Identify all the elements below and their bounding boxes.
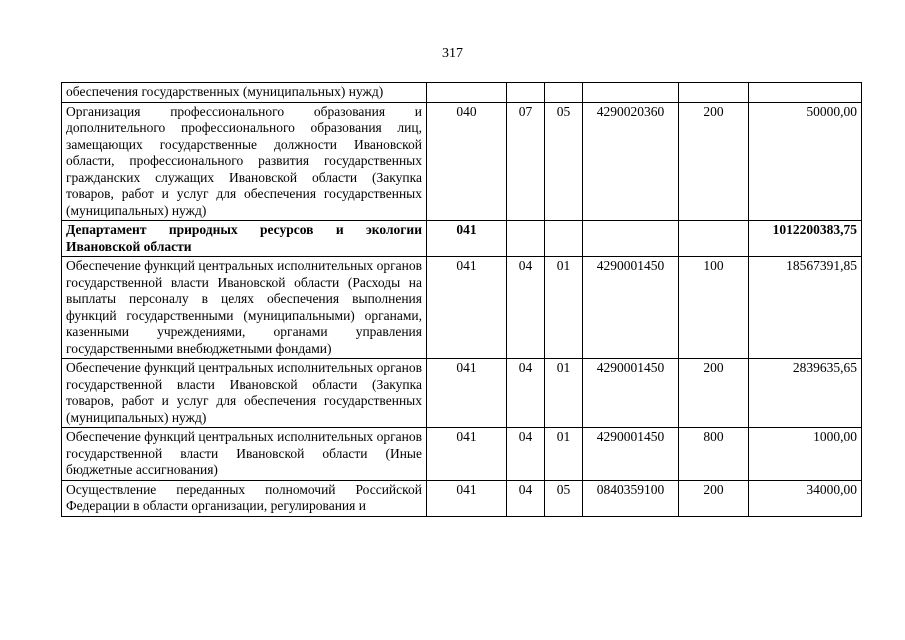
- cell-pr: 05: [545, 102, 583, 221]
- cell-rz: [507, 221, 545, 257]
- cell-name: Обеспечение функций центральных исполнительных органов государственной власти Ивановской области (Закупка товаров, работ и услуг для обеспечения государственных (муниципальных) нужд): [62, 359, 427, 428]
- table-row: [62, 480, 862, 516]
- cell-pr: 05: [545, 480, 583, 516]
- cell-pr: 01: [545, 257, 583, 359]
- cell-name: обеспечения государственных (муниципальных) нужд): [62, 83, 427, 103]
- cell-csr: 4290020360: [583, 102, 679, 221]
- table-row-department: [62, 221, 862, 257]
- cell-pr: 01: [545, 428, 583, 481]
- cell-rz: 04: [507, 359, 545, 428]
- cell-vr: 200: [679, 359, 749, 428]
- cell-pr: [545, 221, 583, 257]
- cell-name: Организация профессионального образования и дополнительного профессионального образования лиц, замещающих государственные должности Ивановской области, профессионального развития государственных гражданских служащих Ивановской области (Закупка товаров, работ и услуг для обеспечения государственных (муниципальных) нужд): [62, 102, 427, 221]
- cell-rz: [507, 83, 545, 103]
- cell-rz: 04: [507, 480, 545, 516]
- cell-name: Обеспечение функций центральных исполнительных органов государственной власти Ивановской области (Расходы на выплаты персоналу в целях обеспечения выполнения функций государственными (муниципальными) органами, казенными учреждениями, органами управления государственными внебюджетными фондами): [62, 257, 427, 359]
- cell-pr: [545, 83, 583, 103]
- cell-rz: 04: [507, 257, 545, 359]
- cell-vr: [679, 221, 749, 257]
- cell-vr: 100: [679, 257, 749, 359]
- page-number: 317: [442, 46, 463, 61]
- cell-csr: 4290001450: [583, 257, 679, 359]
- cell-vr: 800: [679, 428, 749, 481]
- table-row: [62, 428, 862, 481]
- cell-csr: [583, 83, 679, 103]
- budget-table: [61, 82, 862, 517]
- cell-name: Департамент природных ресурсов и экологии Ивановской области: [62, 221, 427, 257]
- cell-ved: 041: [427, 480, 507, 516]
- cell-csr: 4290001450: [583, 428, 679, 481]
- cell-csr: 0840359100: [583, 480, 679, 516]
- cell-ved: 041: [427, 359, 507, 428]
- cell-ved: [427, 83, 507, 103]
- cell-name: Обеспечение функций центральных исполнительных органов государственной власти Ивановской области (Иные бюджетные ассигнования): [62, 428, 427, 481]
- cell-sum: 34000,00: [749, 480, 862, 516]
- table-row: [62, 102, 862, 221]
- cell-sum: 1012200383,75: [749, 221, 862, 257]
- cell-pr: 01: [545, 359, 583, 428]
- cell-ved: 041: [427, 428, 507, 481]
- cell-ved: 041: [427, 221, 507, 257]
- cell-csr: 4290001450: [583, 359, 679, 428]
- table-row: [62, 83, 862, 103]
- cell-name: Осуществление переданных полномочий Российской Федерации в области организации, регулирования и: [62, 480, 427, 516]
- cell-sum: 1000,00: [749, 428, 862, 481]
- cell-ved: 040: [427, 102, 507, 221]
- cell-sum: 18567391,85: [749, 257, 862, 359]
- cell-vr: [679, 83, 749, 103]
- table-row: [62, 359, 862, 428]
- cell-sum: 2839635,65: [749, 359, 862, 428]
- cell-ved: 041: [427, 257, 507, 359]
- cell-csr: [583, 221, 679, 257]
- cell-rz: 04: [507, 428, 545, 481]
- cell-vr: 200: [679, 480, 749, 516]
- cell-sum: 50000,00: [749, 102, 862, 221]
- cell-vr: 200: [679, 102, 749, 221]
- table-row: [62, 257, 862, 359]
- cell-rz: 07: [507, 102, 545, 221]
- cell-sum: [749, 83, 862, 103]
